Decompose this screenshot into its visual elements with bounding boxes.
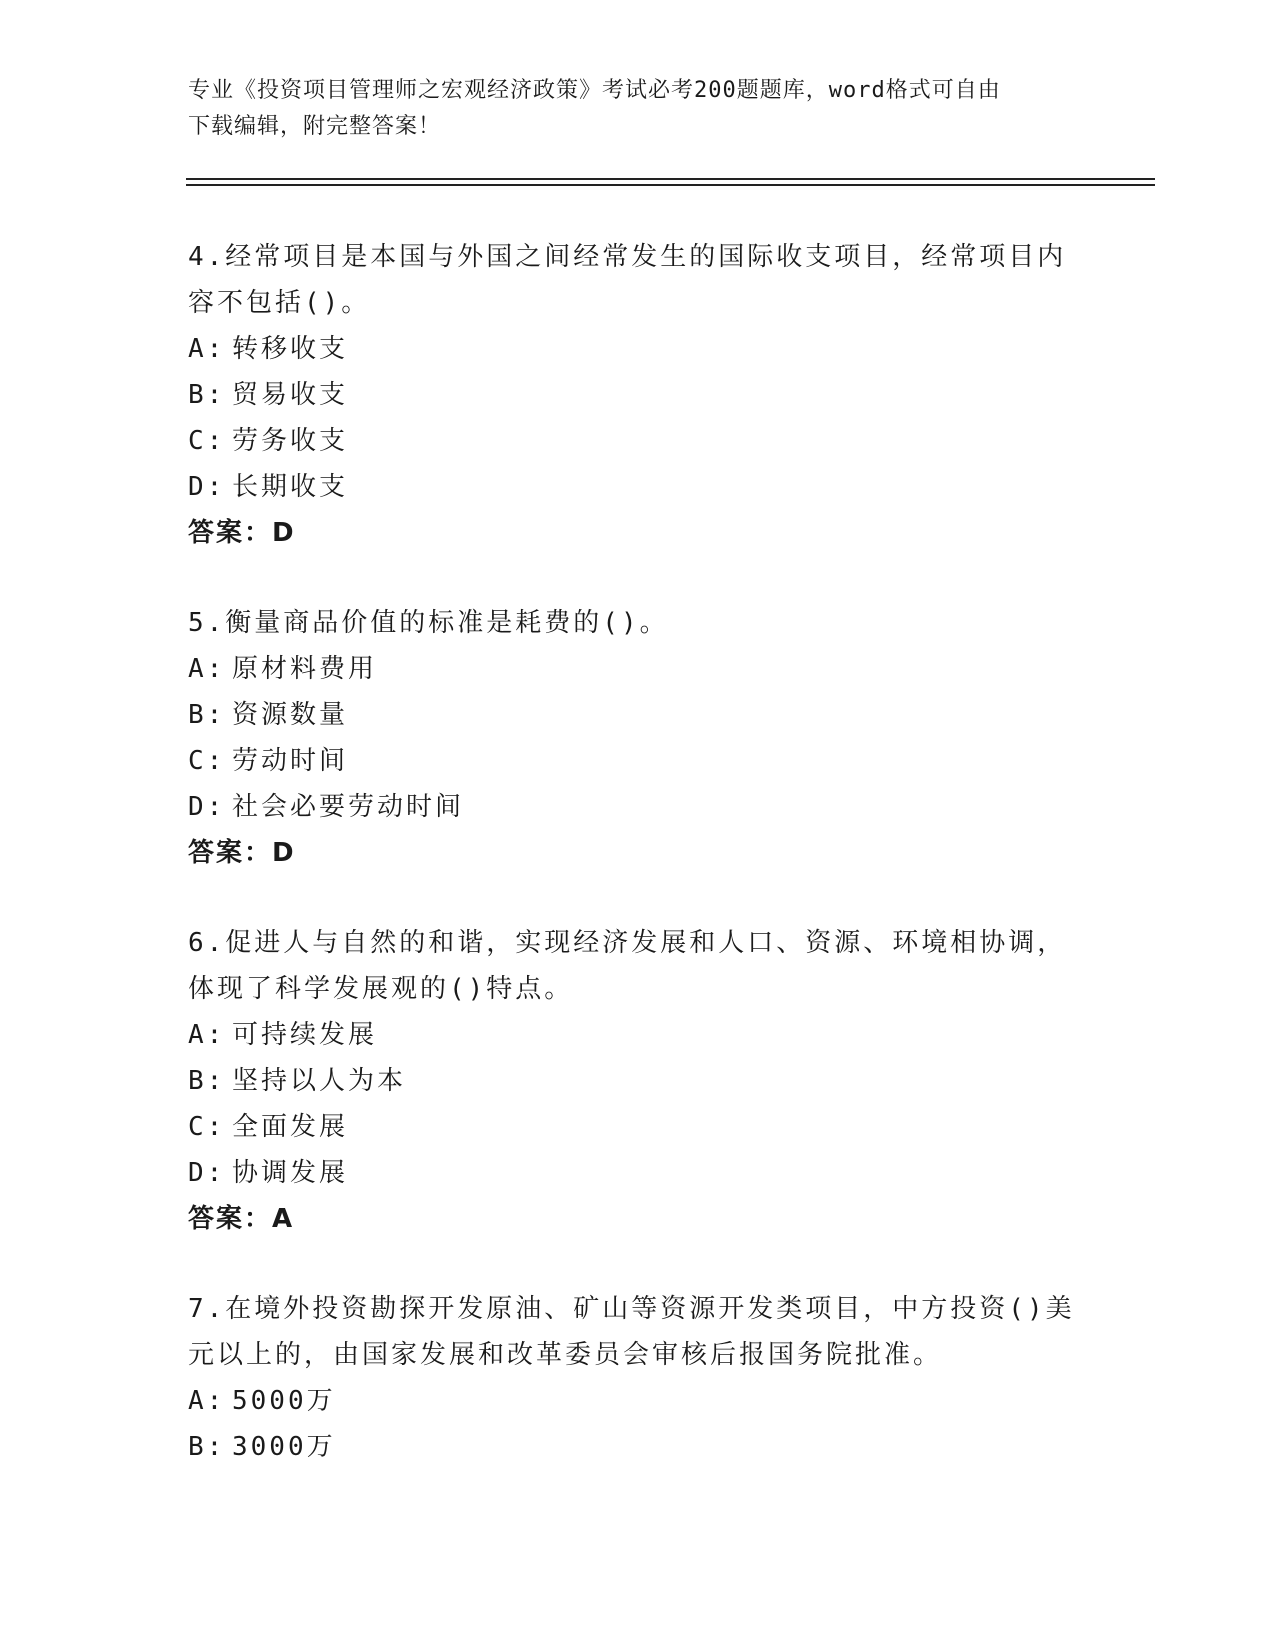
option-text: 全面发展 <box>232 1112 349 1142</box>
option-text: 5000万 <box>232 1386 336 1416</box>
option-key: B: <box>188 380 226 410</box>
option-key: A: <box>188 1386 226 1416</box>
question-stem: 7.在境外投资勘探开发原油、矿山等资源开发类项目，中方投资()美元以上的，由国家发展和改革委员会审核后报国务院批准。 <box>188 1294 1075 1370</box>
option-key: A: <box>188 334 226 364</box>
option-c <box>188 1104 1088 1150</box>
option-key: B: <box>188 1066 226 1096</box>
header-line-1: 专业《投资项目管理师之宏观经济政策》考试必考200题题库，word格式可自由 <box>188 78 1001 103</box>
option-a <box>188 646 1088 692</box>
header-divider-top <box>186 178 1155 180</box>
option-key: B: <box>188 700 226 730</box>
question-stem: 4.经常项目是本国与外国之间经常发生的国际收支项目，经常项目内容不包括()。 <box>188 242 1067 318</box>
option-b <box>188 1058 1088 1104</box>
option-d <box>188 1150 1088 1196</box>
option-b <box>188 1424 1088 1470</box>
option-text: 3000万 <box>232 1432 336 1462</box>
option-c <box>188 418 1088 464</box>
option-d <box>188 784 1088 830</box>
option-b <box>188 372 1088 418</box>
option-text: 劳务收支 <box>232 426 349 456</box>
option-text: 协调发展 <box>232 1158 349 1188</box>
option-text: 长期收支 <box>232 472 349 502</box>
answer-label: 答案：D <box>188 838 296 868</box>
document-header <box>188 73 1088 145</box>
option-key: A: <box>188 1020 226 1050</box>
option-key: D: <box>188 792 226 822</box>
option-text: 社会必要劳动时间 <box>232 792 465 822</box>
option-key: D: <box>188 472 226 502</box>
option-text: 贸易收支 <box>232 380 349 410</box>
option-a <box>188 1012 1088 1058</box>
option-c <box>188 738 1088 784</box>
option-text: 坚持以人为本 <box>232 1066 407 1096</box>
option-key: C: <box>188 426 226 456</box>
question-5 <box>188 600 1088 876</box>
option-text: 原材料费用 <box>232 654 378 684</box>
option-key: C: <box>188 1112 226 1142</box>
option-a <box>188 1378 1088 1424</box>
question-7 <box>188 1286 1088 1470</box>
option-d <box>188 464 1088 510</box>
option-text: 可持续发展 <box>232 1020 378 1050</box>
option-text: 资源数量 <box>232 700 349 730</box>
option-text: 转移收支 <box>232 334 349 364</box>
question-stem: 6.促进人与自然的和谐，实现经济发展和人口、资源、环境相协调，体现了科学发展观的()特点。 <box>188 928 1067 1004</box>
question-6 <box>188 920 1088 1242</box>
header-line-2: 下载编辑，附完整答案！ <box>188 114 442 139</box>
question-4 <box>188 234 1088 556</box>
answer-label: 答案：A <box>188 1204 295 1234</box>
question-stem: 5.衡量商品价值的标准是耗费的()。 <box>188 608 669 638</box>
option-key: B: <box>188 1432 226 1462</box>
option-key: D: <box>188 1158 226 1188</box>
option-b <box>188 692 1088 738</box>
header-divider-bottom <box>186 184 1155 186</box>
option-key: C: <box>188 746 226 776</box>
option-key: A: <box>188 654 226 684</box>
option-a <box>188 326 1088 372</box>
option-text: 劳动时间 <box>232 746 349 776</box>
answer-label: 答案：D <box>188 518 296 548</box>
